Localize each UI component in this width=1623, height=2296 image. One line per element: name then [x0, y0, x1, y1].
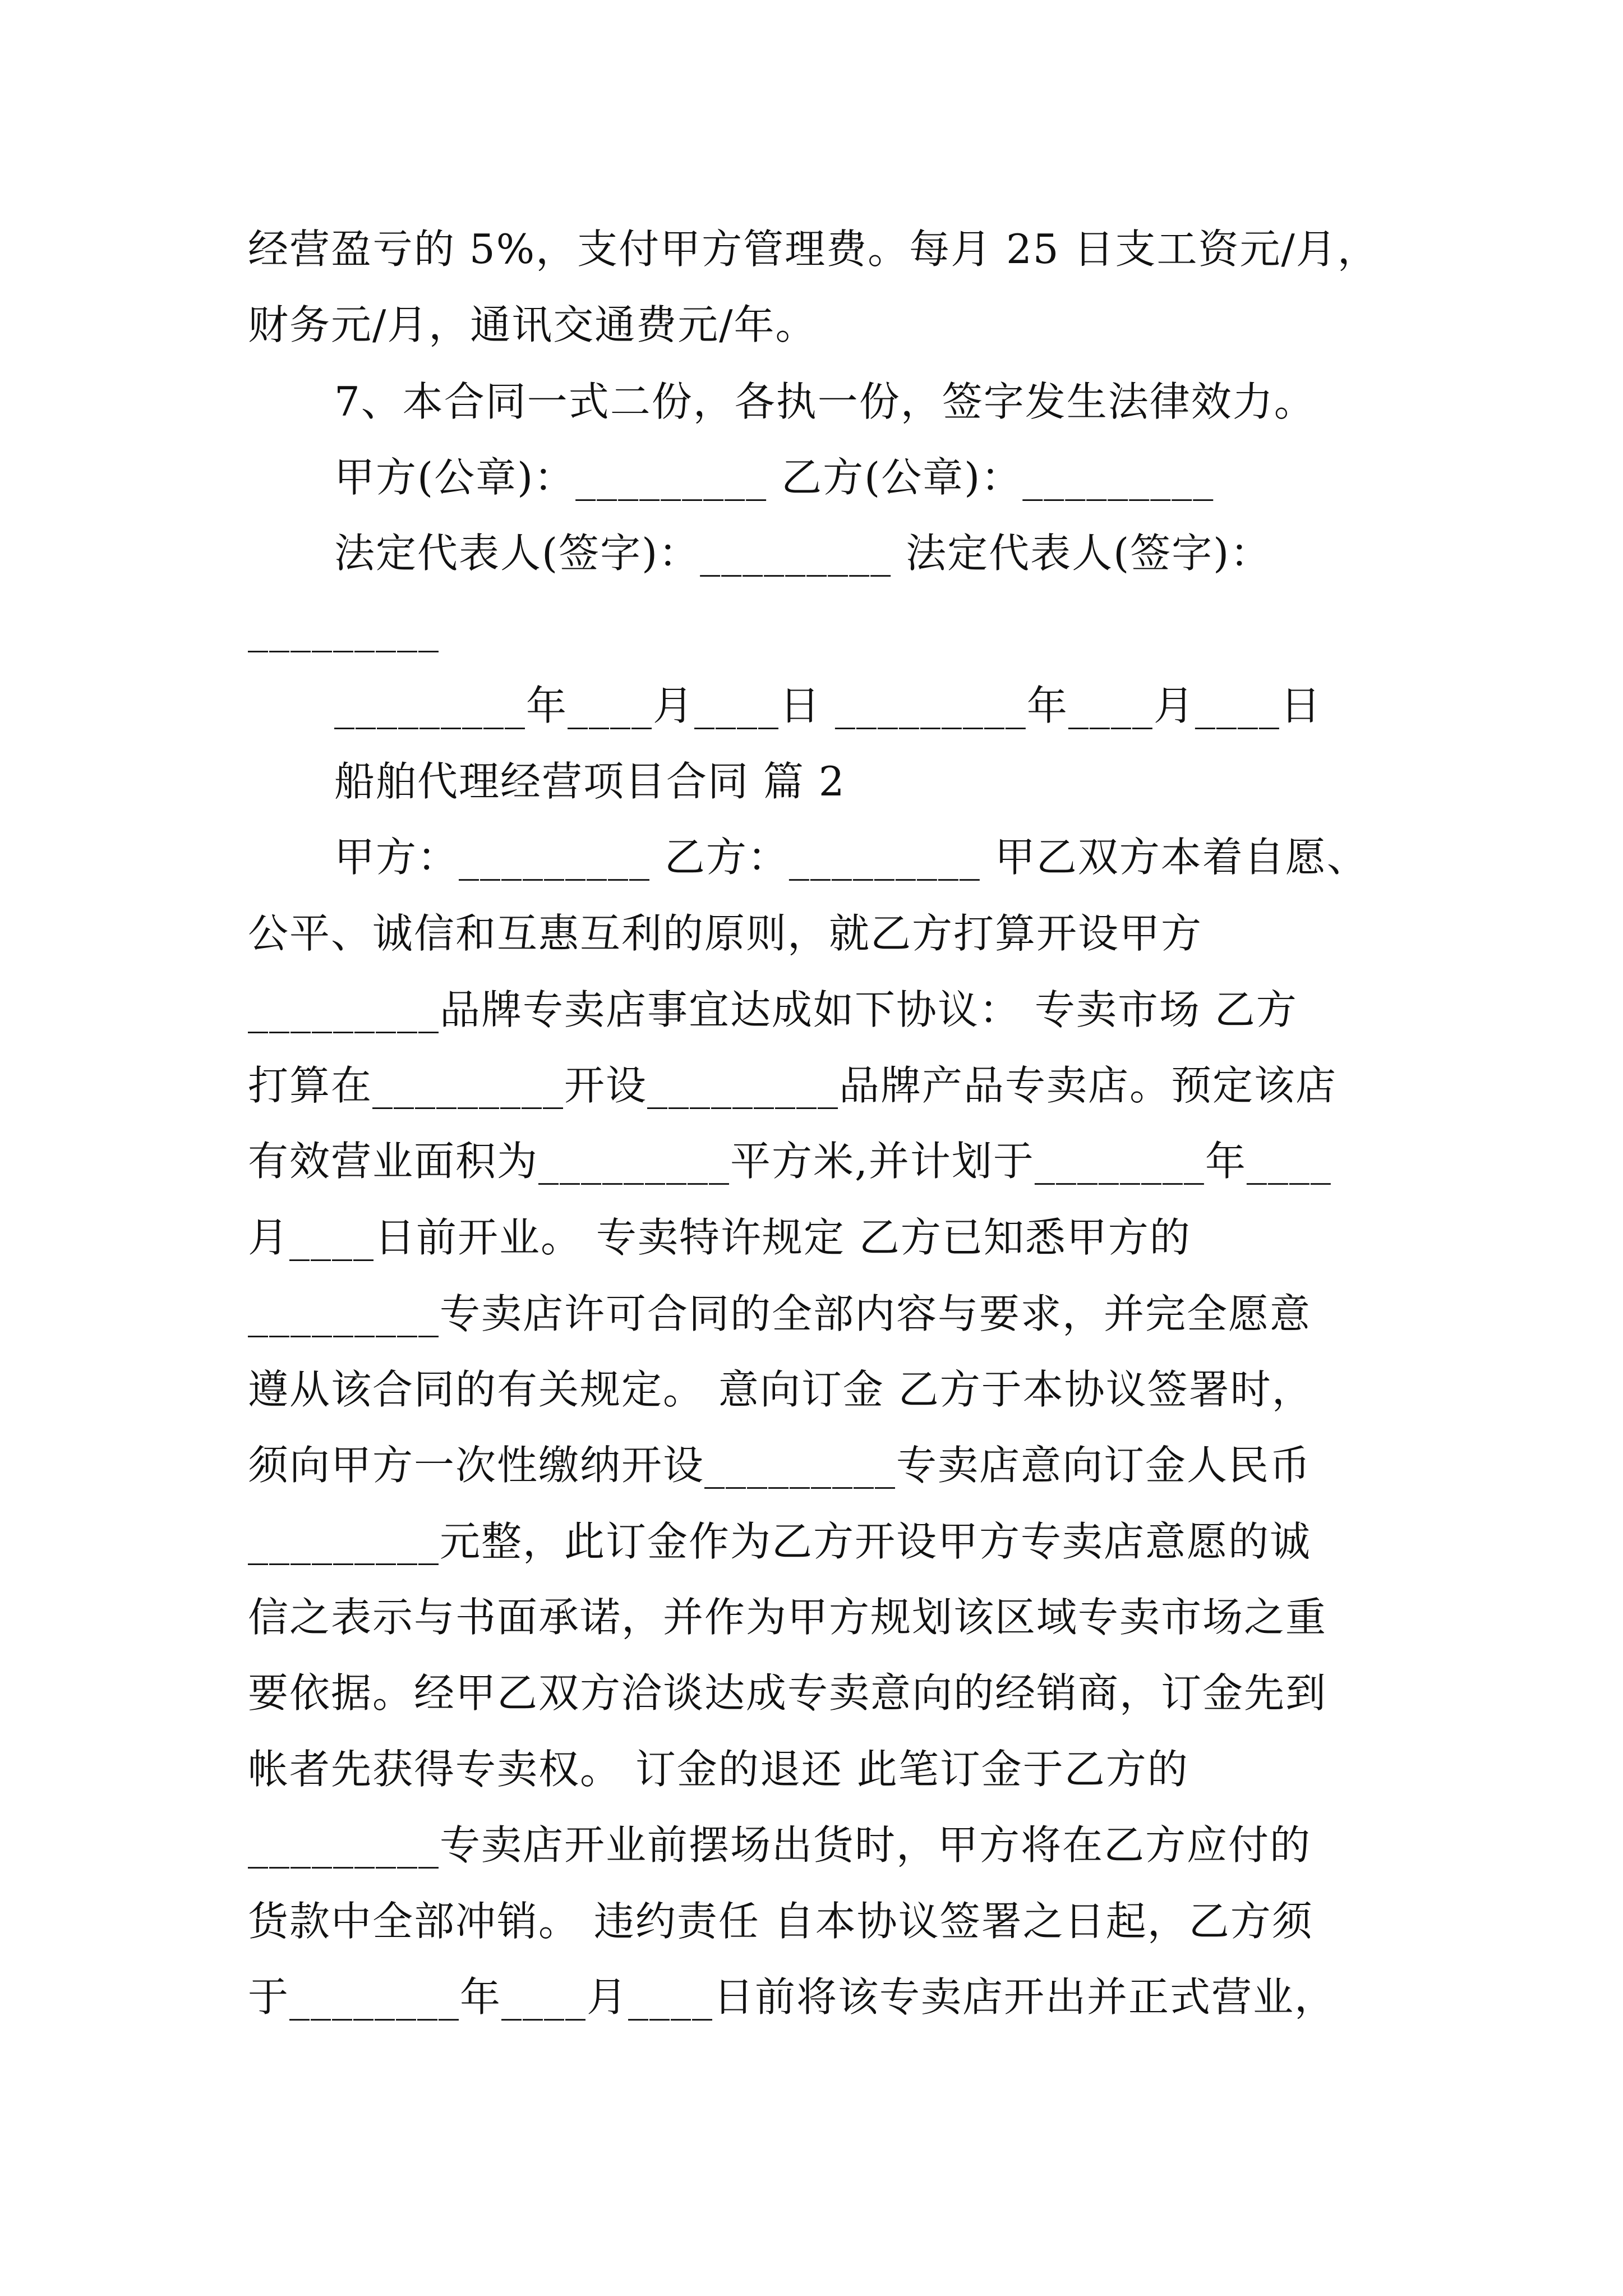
date-line: _________年____月____日 _________年____月____日: [334, 682, 1322, 729]
text-line: 于________年____月____日前将该专卖店开出并正式营业，: [248, 1973, 1336, 2021]
text-line: 7、本合同一式二份，各执一份，签字发生法律效力。: [334, 378, 1316, 425]
text-line: 要依据。经甲乙双方洽谈达成专卖意向的经销商，订金先到: [248, 1669, 1327, 1717]
text-line: 信之表示与书面承诺，并作为甲方规划该区域专卖市场之重: [248, 1594, 1327, 1641]
signature-line-seals: 甲方(公章)：_________ 乙方(公章)：_________: [334, 454, 1215, 501]
text-line: 货款中全部冲销。 违约责任 自本协议签署之日起，乙方须: [248, 1898, 1313, 1945]
section-title: 船舶代理经营项目合同 篇 2: [334, 758, 846, 805]
text-line: 公平、诚信和互惠互利的原则，就乙方打算开设甲方: [248, 910, 1203, 957]
text-line: 财务元/月，通讯交通费元/年。: [248, 301, 817, 348]
text-line: 帐者先获得专卖权。 订金的退还 此笔订金于乙方的: [248, 1746, 1189, 1793]
text-line: _________专卖店许可合同的全部内容与要求，并完全愿意: [248, 1290, 1312, 1337]
text-line: 甲方：_________ 乙方：_________ 甲乙双方本着自愿、: [334, 834, 1368, 881]
text-line: _________专卖店开业前摆场出货时，甲方将在乙方应付的: [248, 1821, 1312, 1869]
text-line: 打算在_________开设_________品牌产品专卖店。预定该店: [248, 1062, 1338, 1109]
text-line: _________元整，此订金作为乙方开设甲方专卖店意愿的诚: [248, 1518, 1312, 1565]
text-line: 经营盈亏的 5%，支付甲方管理费。每月 25 日支工资元/月，: [248, 226, 1379, 273]
text-line: 遵从该合同的有关规定。 意向订金 乙方于本协议签署时，: [248, 1366, 1313, 1413]
signature-blank: _________: [248, 605, 440, 652]
text-line: _________品牌专卖店事宜达成如下协议： 专卖市场 乙方: [248, 986, 1298, 1033]
signature-line-representatives: 法定代表人(签字)：_________ 法定代表人(签字)：: [334, 530, 1272, 577]
text-line: 须向甲方一次性缴纳开设_________专卖店意向订金人民币: [248, 1442, 1312, 1489]
text-line: 月____日前开业。 专卖特许规定 乙方已知悉甲方的: [248, 1214, 1191, 1261]
text-line: 有效营业面积为_________平方米,并计划于________年____: [248, 1138, 1332, 1185]
